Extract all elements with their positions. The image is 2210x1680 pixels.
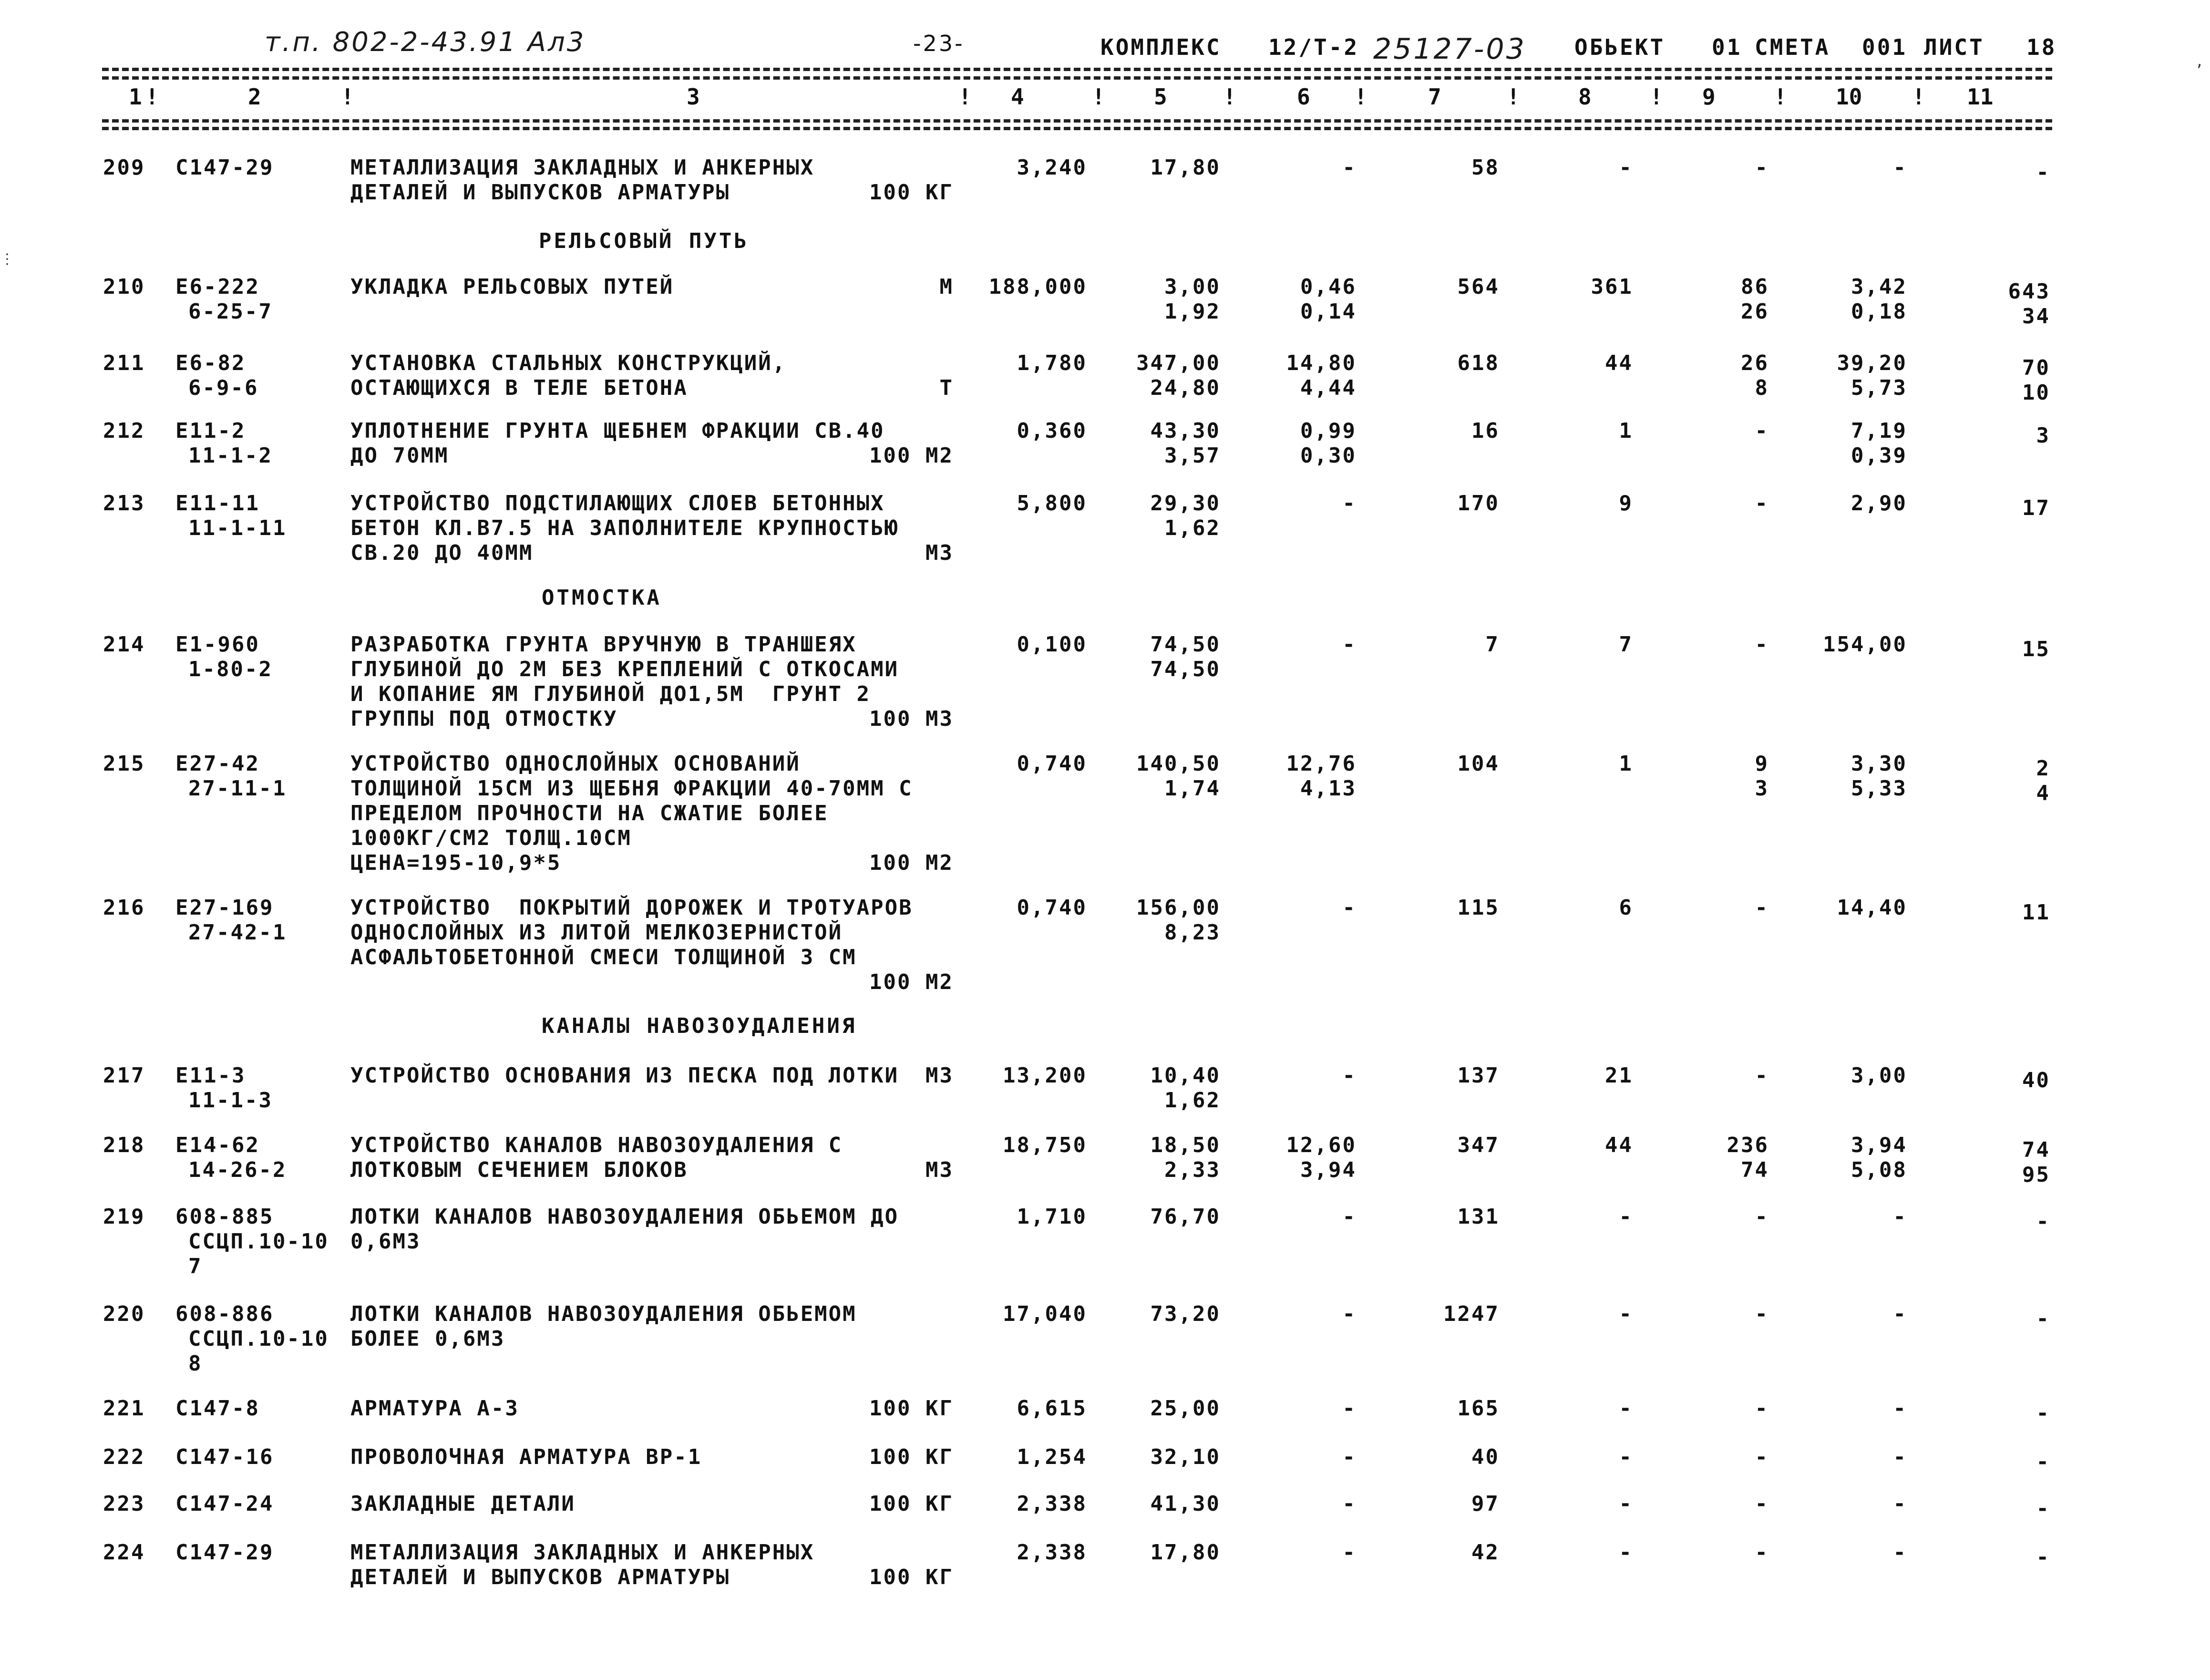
row-col-8: - <box>1619 1492 1633 1516</box>
row-number: 218 <box>103 1133 145 1157</box>
row-col-10: 14,40 <box>1837 896 1907 920</box>
row-unit: 100 М2 <box>869 970 954 994</box>
row-total: 115 <box>1457 896 1500 920</box>
row-description: ЗАКЛАДНЫЕ ДЕТАЛИ <box>350 1492 576 1516</box>
column-number-3: 3 <box>687 84 700 110</box>
row-quantity: 13,200 <box>1003 1063 1087 1088</box>
row-col-6: 14,80 <box>1286 351 1357 375</box>
row-col-11: 10 <box>2022 381 2050 405</box>
row-description: УСТАНОВКА СТАЛЬНЫХ КОНСТРУКЦИЙ, <box>350 351 787 375</box>
column-separator: ! <box>341 84 354 110</box>
row-unit: 100 М2 <box>869 851 954 875</box>
row-description: 1000КГ/СМ2 ТОЛЩ.10СМ <box>350 826 632 850</box>
row-total: 131 <box>1457 1205 1500 1229</box>
row-col-10: 3,30 <box>1851 752 1907 776</box>
row-quantity: 2,338 <box>1017 1492 1087 1516</box>
row-col-11: - <box>2036 160 2050 185</box>
column-separator: ! <box>1092 84 1105 110</box>
row-col-11: 40 <box>2022 1068 2050 1093</box>
row-col-11: - <box>2036 1545 2050 1569</box>
row-total: 170 <box>1457 491 1500 515</box>
row-unit-price: 29,30 <box>1150 491 1221 515</box>
row-col-11: - <box>2036 1450 2050 1474</box>
row-unit-price: 74,50 <box>1150 632 1221 657</box>
row-unit-price: 1,92 <box>1164 299 1221 324</box>
row-code: С147-24 <box>175 1492 274 1516</box>
row-code: Е11-3 <box>175 1063 246 1088</box>
row-unit: М3 <box>925 541 954 565</box>
row-description: БЕТОН КЛ.В7.5 НА ЗАПОЛНИТЕЛЕ КРУПНОСТЬЮ <box>350 516 899 540</box>
row-unit-price: 156,00 <box>1136 896 1221 920</box>
row-description: БОЛЕЕ 0,6М3 <box>350 1327 505 1351</box>
row-col-6: 4,44 <box>1300 376 1357 400</box>
row-code: 14-26-2 <box>188 1158 287 1182</box>
row-col-6: - <box>1342 1302 1357 1326</box>
row-description: СВ.20 ДО 40ММ <box>350 541 534 565</box>
row-col-9: 26 <box>1741 299 1769 324</box>
row-col-10: 0,18 <box>1851 299 1907 324</box>
row-code: ССЦП.10-10 <box>188 1327 329 1351</box>
row-number: 224 <box>103 1540 145 1565</box>
row-unit-price: 25,00 <box>1150 1396 1221 1421</box>
row-description: ТОЛЩИНОЙ 15СМ ИЗ ЩЕБНЯ ФРАКЦИИ 40-70ММ С <box>350 776 913 801</box>
column-number-6: 6 <box>1297 84 1310 110</box>
row-unit: 100 КГ <box>869 1492 954 1516</box>
column-separator: ! <box>1650 84 1663 110</box>
column-separator: ! <box>958 84 972 110</box>
row-description: ЛОТКОВЫМ СЕЧЕНИЕМ БЛОКОВ <box>350 1158 688 1182</box>
row-col-11: 70 <box>2022 356 2050 380</box>
row-unit-price: 32,10 <box>1150 1445 1221 1469</box>
row-code: Е11-2 <box>175 419 246 443</box>
row-description: УСТРОЙСТВО КАНАЛОВ НАВОЗОУДАЛЕНИЯ С <box>350 1133 843 1157</box>
row-total: 137 <box>1457 1063 1500 1088</box>
row-col-11: 4 <box>2036 781 2050 805</box>
row-number: 223 <box>103 1492 145 1516</box>
row-description: АСФАЛЬТОБЕТОННОЙ СМЕСИ ТОЛЩИНОЙ 3 СМ <box>350 945 857 969</box>
row-quantity: 0,360 <box>1017 419 1087 443</box>
row-description: ЛОТКИ КАНАЛОВ НАВОЗОУДАЛЕНИЯ ОБЬЕМОМ ДО <box>350 1205 899 1229</box>
row-col-10: 39,20 <box>1837 351 1907 375</box>
row-code: С147-8 <box>175 1396 260 1421</box>
row-unit: 100 М2 <box>869 443 954 468</box>
row-col-8: 361 <box>1591 275 1633 299</box>
section-heading-blind-area: ОТМОСТКА <box>542 586 662 610</box>
row-quantity: 3,240 <box>1017 155 1087 180</box>
row-col-9: 74 <box>1741 1158 1769 1182</box>
row-description: ЦЕНА=195-10,9*5 <box>350 851 562 875</box>
row-col-8: - <box>1619 155 1633 180</box>
row-description: ЛОТКИ КАНАЛОВ НАВОЗОУДАЛЕНИЯ ОБЬЕМОМ <box>350 1302 857 1326</box>
row-quantity: 0,100 <box>1017 632 1087 657</box>
row-total: 347 <box>1457 1133 1500 1157</box>
row-description: ГЛУБИНОЙ ДО 2М БЕЗ КРЕПЛЕНИЙ С ОТКОСАМИ <box>350 657 899 681</box>
row-quantity: 0,740 <box>1017 752 1087 776</box>
row-total: 1247 <box>1443 1302 1500 1326</box>
row-description: ОСТАЮЩИХСЯ В ТЕЛЕ БЕТОНА <box>350 376 688 400</box>
row-col-11: 643 <box>2008 279 2050 304</box>
row-col-9: 8 <box>1755 376 1769 400</box>
header-rule-bottom-2 <box>102 127 2052 130</box>
row-col-10: 3,42 <box>1851 275 1907 299</box>
row-description: ДО 70ММ <box>350 443 449 468</box>
row-code: 27-42-1 <box>188 920 287 945</box>
row-col-6: - <box>1342 491 1357 515</box>
row-description: ПРОВОЛОЧНАЯ АРМАТУРА ВР-1 <box>350 1445 702 1469</box>
row-number: 213 <box>103 491 145 515</box>
row-col-11: 11 <box>2022 900 2050 925</box>
column-number-1: 1 <box>129 84 142 110</box>
row-col-11: - <box>2036 1307 2050 1331</box>
column-number-8: 8 <box>1578 84 1592 110</box>
row-col-11: 3 <box>2036 423 2050 448</box>
row-col-6: 0,30 <box>1300 443 1357 468</box>
row-number: 220 <box>103 1302 145 1326</box>
row-code: 608-886 <box>175 1302 274 1326</box>
row-unit-price: 3,57 <box>1164 443 1221 468</box>
row-col-6: - <box>1342 1445 1357 1469</box>
row-description: УКЛАДКА РЕЛЬСОВЫХ ПУТЕЙ <box>350 275 674 299</box>
row-col-10: 5,08 <box>1851 1158 1907 1182</box>
row-col-6: - <box>1342 1540 1357 1565</box>
row-col-10: - <box>1893 1205 1907 1229</box>
row-col-8: - <box>1619 1205 1633 1229</box>
page-number: -23- <box>913 31 965 56</box>
row-col-6: 0,99 <box>1300 419 1357 443</box>
row-col-9: - <box>1755 491 1769 515</box>
column-number-10: 10 <box>1836 84 1862 110</box>
row-col-8: 1 <box>1619 419 1633 443</box>
section-heading-rail-track: РЕЛЬСОВЫЙ ПУТЬ <box>539 229 749 253</box>
object-label: ОБЬЕКТ <box>1574 34 1665 60</box>
row-number: 210 <box>103 275 145 299</box>
row-col-8: - <box>1619 1540 1633 1565</box>
row-total: 42 <box>1471 1540 1500 1565</box>
row-col-10: 154,00 <box>1823 632 1907 657</box>
row-col-11: 34 <box>2022 304 2050 329</box>
row-col-9: - <box>1755 632 1769 657</box>
row-unit: 100 М3 <box>869 707 954 731</box>
row-quantity: 6,615 <box>1017 1396 1087 1421</box>
row-code: Е11-11 <box>175 491 260 515</box>
row-col-10: 0,39 <box>1851 443 1907 468</box>
row-description: УПЛОТНЕНИЕ ГРУНТА ЩЕБНЕМ ФРАКЦИИ СВ.40 <box>350 419 885 443</box>
row-unit: М3 <box>925 1063 954 1088</box>
row-total: 97 <box>1471 1492 1500 1516</box>
row-code: ССЦП.10-10 <box>188 1229 329 1254</box>
row-col-6: 0,14 <box>1300 299 1357 324</box>
row-description: УСТРОЙСТВО ОСНОВАНИЯ ИЗ ПЕСКА ПОД ЛОТКИ <box>350 1063 899 1088</box>
row-number: 212 <box>103 419 145 443</box>
row-col-9: - <box>1755 419 1769 443</box>
column-separator: ! <box>145 84 159 110</box>
row-number: 214 <box>103 632 145 657</box>
row-code: 608-885 <box>175 1205 274 1229</box>
row-code: 6-9-6 <box>188 376 259 400</box>
row-quantity: 188,000 <box>988 275 1087 299</box>
row-col-10: 5,73 <box>1851 376 1907 400</box>
row-unit-price: 2,33 <box>1164 1158 1221 1182</box>
row-col-8: 9 <box>1619 491 1633 515</box>
row-number: 222 <box>103 1445 145 1469</box>
row-unit-price: 24,80 <box>1150 376 1221 400</box>
list-label: ЛИСТ <box>1924 34 1984 60</box>
row-col-8: 44 <box>1605 1133 1633 1157</box>
row-code: 7 <box>188 1254 203 1278</box>
row-col-8: - <box>1619 1396 1633 1421</box>
row-description: УСТРОЙСТВО ОДНОСЛОЙНЫХ ОСНОВАНИЙ <box>350 752 801 776</box>
row-code: С147-29 <box>175 1540 274 1565</box>
column-number-5: 5 <box>1154 84 1167 110</box>
row-number: 217 <box>103 1063 145 1088</box>
row-col-10: - <box>1893 1302 1907 1326</box>
row-unit-price: 17,80 <box>1150 1540 1221 1565</box>
row-col-8: 7 <box>1619 632 1633 657</box>
row-description: ДЕТАЛЕЙ И ВЫПУСКОВ АРМАТУРЫ <box>350 1565 730 1589</box>
row-code: 8 <box>188 1351 203 1376</box>
row-description: И КОПАНИЕ ЯМ ГЛУБИНОЙ ДО1,5М ГРУНТ 2 <box>350 682 871 706</box>
row-col-11: 95 <box>2022 1163 2050 1187</box>
row-col-9: 9 <box>1755 752 1769 776</box>
row-code: Е27-42 <box>175 752 260 776</box>
row-total: 7 <box>1485 632 1500 657</box>
row-col-10: - <box>1893 1540 1907 1565</box>
row-total: 58 <box>1471 155 1500 180</box>
row-unit-price: 347,00 <box>1136 351 1221 375</box>
row-unit-price: 1,62 <box>1164 516 1221 540</box>
row-col-8: - <box>1619 1445 1633 1469</box>
row-code: 11-1-3 <box>188 1088 273 1113</box>
row-number: 221 <box>103 1396 145 1421</box>
row-description: РАЗРАБОТКА ГРУНТА ВРУЧНУЮ В ТРАНШЕЯХ <box>350 632 857 657</box>
row-col-10: 3,00 <box>1851 1063 1907 1088</box>
row-col-11: 15 <box>2022 637 2050 661</box>
row-col-10: - <box>1893 1396 1907 1421</box>
row-code: С147-16 <box>175 1445 274 1469</box>
komplex-value: 12/Т-2 <box>1268 34 1359 60</box>
row-col-10: - <box>1893 1492 1907 1516</box>
row-unit: М <box>939 275 954 299</box>
row-col-11: 2 <box>2036 756 2050 781</box>
row-unit-price: 10,40 <box>1150 1063 1221 1088</box>
row-number: 211 <box>103 351 145 375</box>
row-unit-price: 17,80 <box>1150 155 1221 180</box>
row-description: ГРУППЫ ПОД ОТМОСТКУ <box>350 707 618 731</box>
list-value: 18 <box>2026 34 2057 60</box>
row-description: УСТРОЙСТВО ПОКРЫТИЙ ДОРОЖЕК И ТРОТУАРОВ <box>350 896 913 920</box>
row-unit: 100 КГ <box>869 1396 954 1421</box>
smeta-value: 001 <box>1862 34 1908 60</box>
row-unit-price: 73,20 <box>1150 1302 1221 1326</box>
row-code: 27-11-1 <box>188 776 287 801</box>
row-col-6: 4,13 <box>1300 776 1357 801</box>
row-col-10: 2,90 <box>1851 491 1907 515</box>
row-col-9: 86 <box>1741 275 1769 299</box>
column-number-4: 4 <box>1011 84 1024 110</box>
komplex-label: КОМПЛЕКС <box>1100 34 1222 60</box>
row-description: ПРЕДЕЛОМ ПРОЧНОСТИ НА СЖАТИЕ БОЛЕЕ <box>350 801 829 825</box>
row-code: 6-25-7 <box>188 299 273 324</box>
row-unit: М3 <box>925 1158 954 1182</box>
row-unit-price: 18,50 <box>1150 1133 1221 1157</box>
section-heading-manure-channels: КАНАЛЫ НАВОЗОУДАЛЕНИЯ <box>542 1014 857 1038</box>
handwritten-number: 25127-03 <box>1373 32 1526 66</box>
row-col-6: - <box>1342 1063 1357 1088</box>
row-total: 618 <box>1457 351 1500 375</box>
row-code: Е14-62 <box>175 1133 260 1157</box>
row-unit-price: 3,00 <box>1164 275 1221 299</box>
row-unit-price: 140,50 <box>1136 752 1221 776</box>
row-description: АРМАТУРА А-3 <box>350 1396 519 1421</box>
row-quantity: 18,750 <box>1003 1133 1087 1157</box>
header-rule-mid <box>102 76 2052 80</box>
row-col-9: - <box>1755 1063 1769 1088</box>
row-description: МЕТАЛЛИЗАЦИЯ ЗАКЛАДНЫХ И АНКЕРНЫХ <box>350 155 815 180</box>
row-code: Е6-222 <box>175 275 260 299</box>
row-code: 11-1-11 <box>188 516 287 540</box>
margin-mark-left: ⋮ <box>0 251 14 268</box>
row-total: 104 <box>1457 752 1500 776</box>
row-description: МЕТАЛЛИЗАЦИЯ ЗАКЛАДНЫХ И АНКЕРНЫХ <box>350 1540 815 1565</box>
column-number-7: 7 <box>1428 84 1441 110</box>
row-col-10: - <box>1893 1445 1907 1469</box>
row-unit-price: 41,30 <box>1150 1492 1221 1516</box>
column-separator: ! <box>1774 84 1787 110</box>
row-col-9: 236 <box>1727 1133 1769 1157</box>
row-unit-price: 1,62 <box>1164 1088 1221 1113</box>
row-col-9: - <box>1755 155 1769 180</box>
row-col-11: - <box>2036 1209 2050 1234</box>
row-code: Е1-960 <box>175 632 260 657</box>
header-rule-bottom <box>102 119 2052 123</box>
row-unit-price: 76,70 <box>1150 1205 1221 1229</box>
row-col-6: - <box>1342 1205 1357 1229</box>
row-col-6: 12,76 <box>1286 752 1357 776</box>
row-total: 16 <box>1471 419 1500 443</box>
row-unit-price: 1,74 <box>1164 776 1221 801</box>
row-col-9: - <box>1755 1445 1769 1469</box>
row-col-9: 26 <box>1741 351 1769 375</box>
row-col-6: 12,60 <box>1286 1133 1357 1157</box>
row-col-10: 3,94 <box>1851 1133 1907 1157</box>
row-total: 40 <box>1471 1445 1500 1469</box>
row-code: 1-80-2 <box>188 657 273 681</box>
row-quantity: 1,710 <box>1017 1205 1087 1229</box>
row-quantity: 0,740 <box>1017 896 1087 920</box>
row-col-8: 6 <box>1619 896 1633 920</box>
row-col-6: - <box>1342 155 1357 180</box>
row-code: С147-29 <box>175 155 274 180</box>
row-col-9: - <box>1755 1492 1769 1516</box>
row-col-8: - <box>1619 1302 1633 1326</box>
row-description: УСТРОЙСТВО ПОДСТИЛАЮЩИХ СЛОЕВ БЕТОННЫХ <box>350 491 885 515</box>
row-col-11: 74 <box>2022 1138 2050 1162</box>
row-unit: Т <box>939 376 954 400</box>
row-col-9: - <box>1755 1302 1769 1326</box>
row-quantity: 1,254 <box>1017 1445 1087 1469</box>
row-total: 564 <box>1457 275 1500 299</box>
row-number: 216 <box>103 896 145 920</box>
row-description: 0,6М3 <box>350 1229 421 1254</box>
row-col-6: - <box>1342 1396 1357 1421</box>
row-col-8: 21 <box>1605 1063 1633 1088</box>
row-quantity: 5,800 <box>1017 491 1087 515</box>
row-col-10: - <box>1893 155 1907 180</box>
row-unit: 100 КГ <box>869 180 954 205</box>
row-col-10: 5,33 <box>1851 776 1907 801</box>
row-col-10: 7,19 <box>1851 419 1907 443</box>
row-col-6: 3,94 <box>1300 1158 1357 1182</box>
row-col-11: 17 <box>2022 496 2050 520</box>
column-separator: ! <box>1507 84 1520 110</box>
row-col-11: - <box>2036 1401 2050 1425</box>
row-col-8: 44 <box>1605 351 1633 375</box>
row-col-9: - <box>1755 896 1769 920</box>
row-code: 11-1-2 <box>188 443 273 468</box>
row-number: 215 <box>103 752 145 776</box>
column-separator: ! <box>1223 84 1236 110</box>
column-number-11: 11 <box>1967 84 1994 110</box>
row-col-6: - <box>1342 1492 1357 1516</box>
row-unit-price: 74,50 <box>1150 657 1221 681</box>
column-separator: ! <box>1354 84 1367 110</box>
column-number-2: 2 <box>248 84 261 110</box>
row-unit-price: 8,23 <box>1164 920 1221 945</box>
row-number: 209 <box>103 155 145 180</box>
row-code: Е27-169 <box>175 896 274 920</box>
object-value: 01 <box>1712 34 1742 60</box>
row-description: ОДНОСЛОЙНЫХ ИЗ ЛИТОЙ МЕЛКОЗЕРНИСТОЙ <box>350 920 843 945</box>
row-description: ДЕТАЛЕЙ И ВЫПУСКОВ АРМАТУРЫ <box>350 180 730 205</box>
margin-mark: , <box>2195 53 2204 70</box>
header-rule-top <box>102 68 2052 71</box>
row-col-9: - <box>1755 1540 1769 1565</box>
row-quantity: 17,040 <box>1003 1302 1087 1326</box>
row-unit-price: 43,30 <box>1150 419 1221 443</box>
column-separator: ! <box>1912 84 1925 110</box>
row-col-11: - <box>2036 1496 2050 1521</box>
row-col-6: - <box>1342 896 1357 920</box>
row-quantity: 2,338 <box>1017 1540 1087 1565</box>
row-quantity: 1,780 <box>1017 351 1087 375</box>
row-col-6: - <box>1342 632 1357 657</box>
row-unit: 100 КГ <box>869 1565 954 1589</box>
row-col-6: 0,46 <box>1300 275 1357 299</box>
row-col-9: 3 <box>1755 776 1769 801</box>
row-unit: 100 КГ <box>869 1445 954 1469</box>
handwritten-project-code: т.п. 802-2-43.91 Ал3 <box>265 27 586 58</box>
row-col-9: - <box>1755 1396 1769 1421</box>
smeta-label: СМЕТА <box>1755 34 1830 60</box>
row-col-9: - <box>1755 1205 1769 1229</box>
column-number-9: 9 <box>1702 84 1716 110</box>
row-total: 165 <box>1457 1396 1500 1421</box>
row-number: 219 <box>103 1205 145 1229</box>
row-col-8: 1 <box>1619 752 1633 776</box>
row-code: Е6-82 <box>175 351 246 375</box>
